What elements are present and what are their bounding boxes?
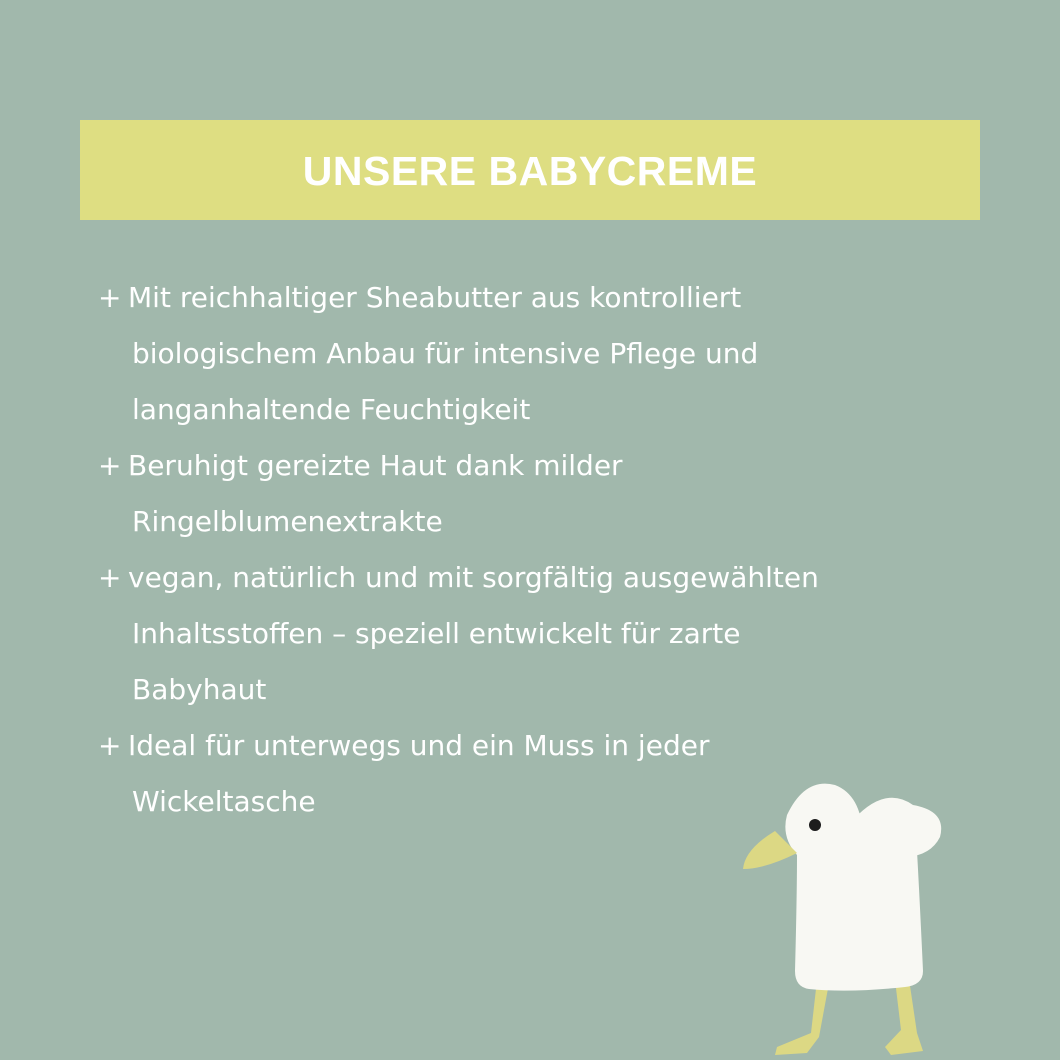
list-item bbox=[98, 438, 978, 550]
list-item-line: Beruhigt gereizte Haut dank milder bbox=[128, 449, 623, 482]
page-title: UNSERE BABYCREME bbox=[302, 147, 758, 194]
plus-marker: + bbox=[98, 449, 122, 482]
list-item bbox=[98, 270, 978, 438]
feature-list bbox=[98, 270, 978, 830]
list-item-text bbox=[128, 438, 978, 550]
list-item-line: Ideal für unterwegs und ein Muss in jeder bbox=[128, 729, 710, 762]
list-item-line: Babyhaut bbox=[132, 673, 267, 706]
plus-marker: + bbox=[98, 281, 122, 314]
plus-marker: + bbox=[98, 729, 122, 762]
goose-icon bbox=[735, 775, 955, 1060]
list-item-line: Mit reichhaltiger Sheabutter aus kontrolliert bbox=[128, 281, 742, 314]
list-item-line: Ringelblumenextrakte bbox=[132, 505, 443, 538]
plus-marker: + bbox=[98, 561, 122, 594]
list-item-line: vegan, natürlich und mit sorgfältig ausgewählten bbox=[128, 561, 819, 594]
list-item bbox=[98, 550, 978, 718]
list-item-line: langanhaltende Feuchtigkeit bbox=[132, 393, 531, 426]
list-item-text bbox=[128, 550, 978, 718]
list-item-text bbox=[128, 270, 978, 438]
list-item-line: Wickeltasche bbox=[132, 785, 316, 818]
list-item-line: biologischem Anbau für intensive Pflege und bbox=[132, 337, 759, 370]
title-banner bbox=[80, 120, 980, 220]
list-item-line: Inhaltsstoffen – speziell entwickelt für zarte bbox=[132, 617, 741, 650]
